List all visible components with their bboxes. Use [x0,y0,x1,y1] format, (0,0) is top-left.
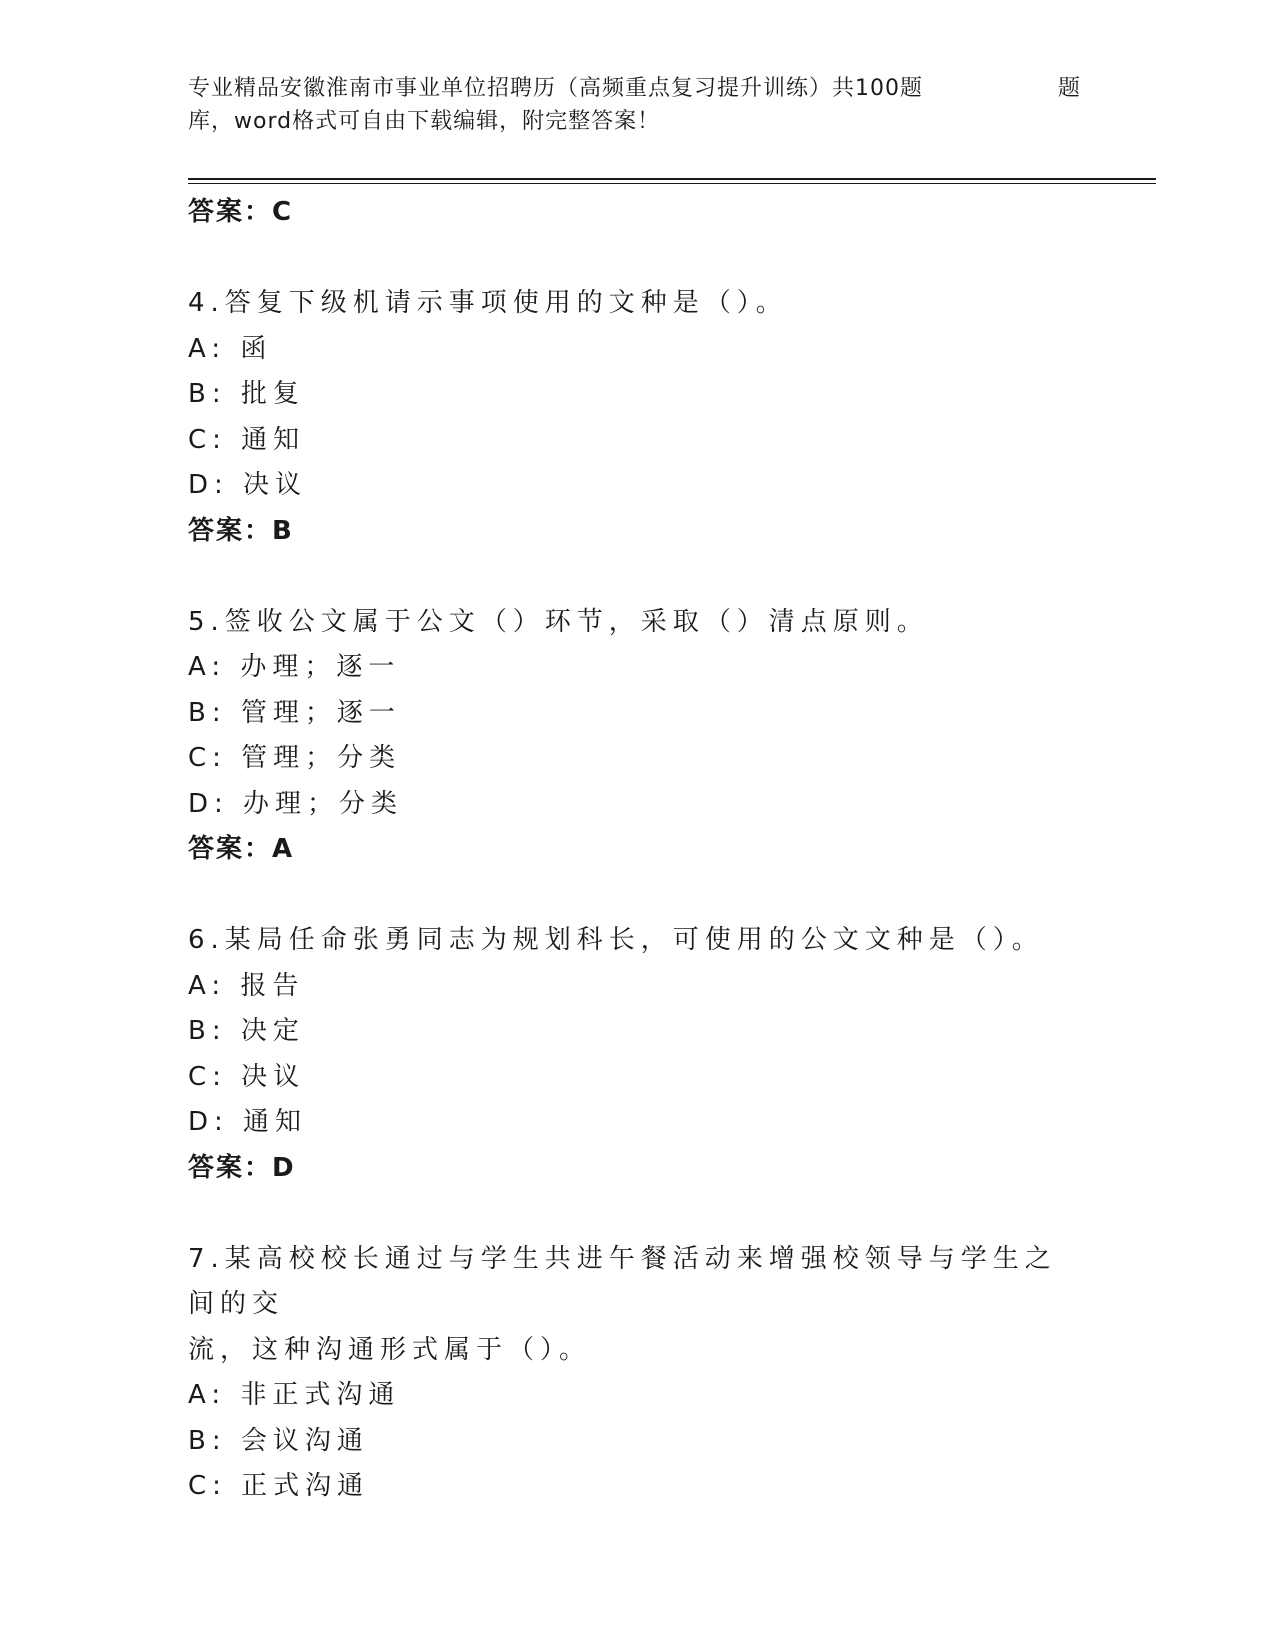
option-b: B: 管理；逐一 [188,697,401,728]
spacer [188,1191,1088,1237]
option-b: B: 批复 [188,379,305,409]
question-7 [188,1237,1088,1510]
option-c: C: 管理；分类 [188,743,402,773]
header-divider-thin [188,183,1156,184]
spacer [188,236,1088,282]
option-d: D: 决议 [188,470,308,500]
answer: 答案：D [188,1152,296,1183]
answer: 答案：B [188,515,294,546]
option-c: C: 通知 [188,424,306,455]
question-text: 5.签收公文属于公文（）环节，采取（）清点原则。 [188,606,929,637]
option-b: B: 决定 [188,1016,305,1046]
question-text: 7.某高校校长通过与学生共进午餐活动来增强校领导与学生之间的交 [188,1243,1057,1319]
header-title-line-2: 库，word格式可自由下载编辑，附完整答案！ [188,109,661,134]
spacer [188,554,1088,600]
option-d: D: 通知 [188,1107,308,1137]
answer: 答案：A [188,834,295,864]
question-5 [188,600,1088,873]
question-6 [188,918,1088,1191]
option-c: C: 正式沟通 [188,1471,370,1501]
option-a: A: 办理；逐一 [188,652,401,682]
question-text: 6.某局任命张勇同志为规划科长，可使用的公文文种是（）。 [188,925,1044,955]
option-b: B: 会议沟通 [188,1425,369,1456]
header-title-line-1: 专业精品安徽淮南市事业单位招聘历（高频重点复习提升训练）共100题 [188,76,923,101]
header-divider [188,178,1156,180]
option-a: A: 函 [188,333,273,364]
question-text-continued: 流，这种沟通形式属于（）。 [188,1334,592,1365]
question-text: 4.答复下级机请示事项使用的文种是（）。 [188,288,788,318]
option-c: C: 决议 [188,1061,306,1092]
option-a: A: 报告 [188,970,305,1001]
header-title-tail: 题 [1058,76,1082,101]
option-a: A: 非正式沟通 [188,1380,401,1410]
page-header [188,72,1088,138]
previous-answer: 答案：C [188,197,294,227]
option-d: D: 办理；分类 [188,788,404,819]
question-4 [188,281,1088,554]
spacer [188,873,1088,919]
document-body [188,190,1088,1510]
